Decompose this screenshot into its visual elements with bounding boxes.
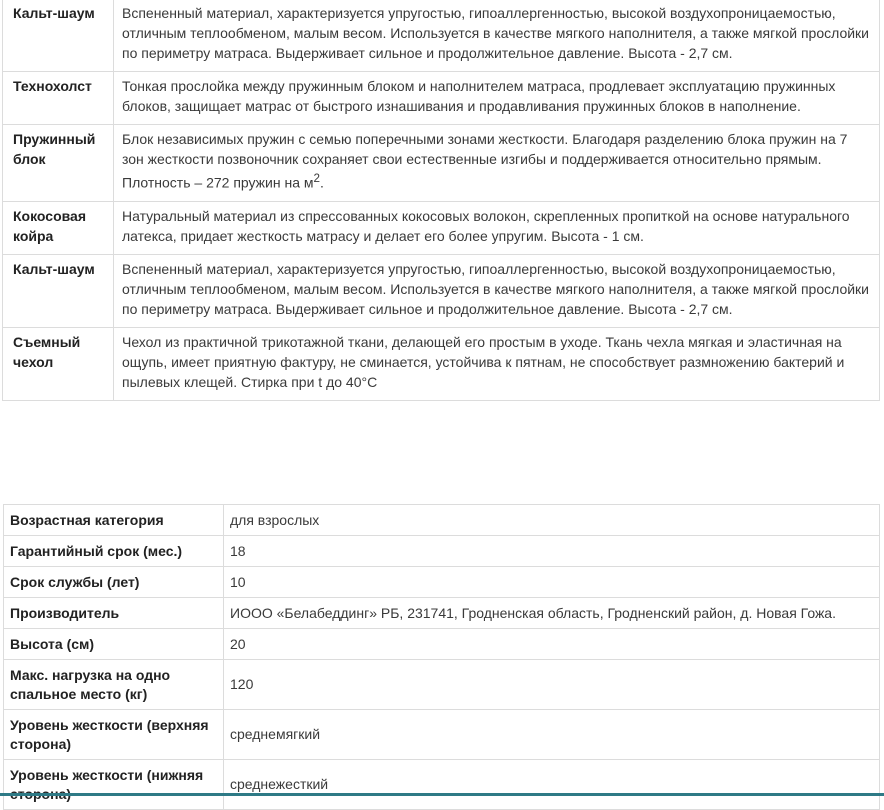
layer-row [3, 254, 880, 327]
spec-row [4, 536, 880, 567]
spec-row [4, 629, 880, 660]
spec-key: Уровень жесткости (верхняя сторона) [4, 710, 224, 760]
layer-name: Кальт-шаум [3, 0, 114, 72]
specs-table [3, 504, 880, 810]
spec-key: Возрастная категория [4, 505, 224, 536]
layer-description-end: . [320, 174, 324, 191]
spec-value: среднемягкий [224, 710, 880, 760]
spec-value: ИООО «Белабеддинг» РБ, 231741, Гродненская область, Гродненский район, д. Новая Гожа. [224, 598, 880, 629]
spec-key: Гарантийный срок (мес.) [4, 536, 224, 567]
spec-key: Срок службы (лет) [4, 567, 224, 598]
spec-key: Производитель [4, 598, 224, 629]
spec-row [4, 710, 880, 760]
superscript: 2 [313, 172, 321, 185]
layers-table [2, 0, 880, 401]
spec-row [4, 505, 880, 536]
spec-row [4, 567, 880, 598]
layer-name: Кокосовая койра [3, 201, 114, 254]
spec-value: для взрослых [224, 505, 880, 536]
layer-name: Технохолст [3, 72, 114, 125]
spec-row [4, 760, 880, 810]
spec-key: Уровень жесткости (нижняя [4, 760, 224, 810]
spec-row [4, 598, 880, 629]
layer-description: Вспененный материал, характеризуется упругостью, гипоаллергенностью, высокой воздухопроницаемостью, отличным теплообменом, малым весом. Используется в качестве мягкого наполнителя, а также мягкой прослойки по периметру матраса. Выдерживает сильное и продолжительное давление. Высота - 2,7 см. [114, 0, 880, 72]
layer-name: Съемный чехол [3, 327, 114, 400]
layer-name: Пружинный блок [3, 125, 114, 202]
layer-row [3, 327, 880, 400]
layer-description-text: Блок независимых пружин с семью поперечными зонами жесткости. Благодаря разделению блока пружин на 7 зон жесткости позвоночник сохраняет свои естественные изгибы и поддерживается относительно прямым. Плотность – 272 пружин на м [122, 131, 848, 191]
layer-description: Вспененный материал, характеризуется упругостью, гипоаллергенностью, высокой воздухопроницаемостью, отличным теплообменом, малым весом. Используется в качестве мягкого наполнителя, а также мягкой прослойки по периметру матраса. Выдерживает сильное и продолжительное давление. Высота - 2,7 см. [114, 254, 880, 327]
layer-description: Чехол из практичной трикотажной ткани, делающей его простым в уходе. Ткань чехла мягкая и эластичная на ощупь, имеет приятную фактуру, не сминается, устойчива к пятнам, не способствует размножению бактерий и пылевых клещей. Стирка при t до 40°C [114, 327, 880, 400]
spec-value: среднежесткий [224, 760, 880, 810]
spec-row [4, 660, 880, 710]
layer-description: Тонкая прослойка между пружинным блоком и наполнителем матраса, продлевает эксплуатацию пружинных блоков, защищает матрас от быстрого изнашивания и продавливания пружинных блоков в наполнение. [114, 72, 880, 125]
layer-row [3, 201, 880, 254]
layer-description: Натуральный материал из спрессованных кокосовых волокон, скрепленных пропиткой на основе натурального латекса, придает жесткость матрасу и делает его более упругим. Высота - 1 см. [114, 201, 880, 254]
layer-name: Кальт-шаум [3, 254, 114, 327]
layer-row [3, 0, 880, 72]
spec-value: 120 [224, 660, 880, 710]
spec-key: Макс. нагрузка на одно спальное место (кг) [4, 660, 224, 710]
spec-key: Высота (см) [4, 629, 224, 660]
layer-row [3, 125, 880, 202]
spec-value: 10 [224, 567, 880, 598]
layer-row [3, 72, 880, 125]
spec-value: 18 [224, 536, 880, 567]
spec-value: 20 [224, 629, 880, 660]
layer-description [114, 125, 880, 202]
